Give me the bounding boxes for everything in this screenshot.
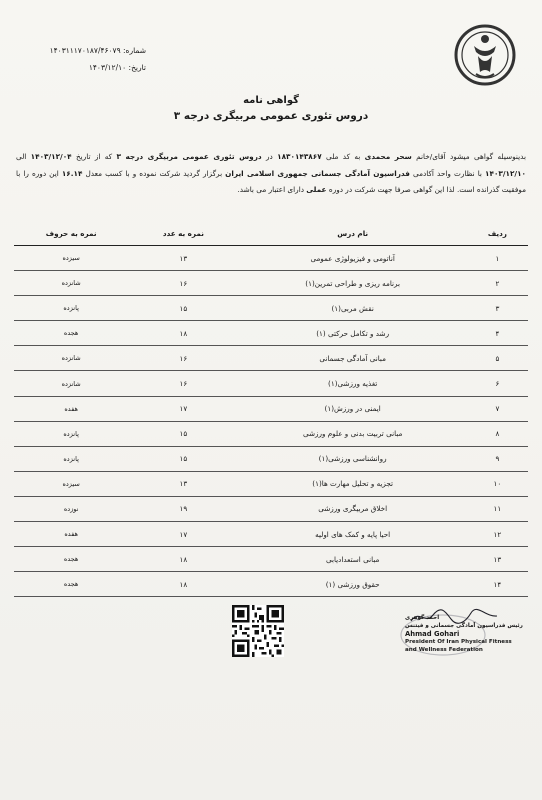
statement-text: با نظارت واحد آکادمی bbox=[409, 168, 486, 178]
reference-block bbox=[36, 42, 146, 76]
row-number: ۶ bbox=[467, 371, 528, 396]
average-score: ۱۶.۱۴ bbox=[61, 168, 83, 178]
grades-table bbox=[14, 222, 528, 597]
score-words-cell: پانزده bbox=[14, 446, 128, 471]
signer-title-fa: رئیس فدراسیون آمادگی جسمانی و فیتنس bbox=[405, 623, 523, 629]
course-cell: مبانی آمادگی جسمانی bbox=[239, 346, 467, 371]
course-cell: روانشناسی ورزشی(۱) bbox=[239, 446, 467, 471]
table-row bbox=[14, 321, 528, 346]
federation-logo-icon bbox=[454, 22, 516, 88]
row-number: ۸ bbox=[467, 421, 528, 446]
practical-word: عملی bbox=[306, 185, 327, 194]
score-words-cell: هجده bbox=[14, 572, 128, 597]
row-number: ۲ bbox=[467, 271, 528, 296]
score-cell: ۱۸ bbox=[128, 321, 238, 346]
signer-name-fa: احمد گوهری bbox=[405, 615, 440, 621]
course-name: دروس تئوری عمومی مربیگری درجه ۳ bbox=[116, 152, 262, 161]
federation-name: فدراسیون آمادگی جسمانی جمهوری اسلامی ایران bbox=[225, 168, 410, 178]
score-words-cell: سیزده bbox=[14, 471, 128, 496]
course-cell: حقوق ورزشی (۱) bbox=[239, 572, 467, 597]
reference-date bbox=[36, 59, 146, 76]
table-row bbox=[14, 371, 528, 396]
score-cell: ۱۷ bbox=[128, 522, 238, 547]
score-cell: ۱۸ bbox=[128, 572, 238, 597]
row-number: ۵ bbox=[467, 346, 528, 371]
course-cell: احیا پایه و کمک های اولیه bbox=[239, 522, 467, 547]
holder-name: سحر محمدی bbox=[364, 152, 412, 161]
course-cell: آناتومی و فیزیولوژی عمومی bbox=[239, 246, 467, 271]
reference-number bbox=[36, 42, 146, 59]
certificate-statement bbox=[16, 149, 526, 199]
score-words-cell: نوزده bbox=[14, 496, 128, 521]
course-cell: تجزیه و تحلیل مهارت ها(۱) bbox=[239, 471, 467, 496]
row-number: ۱۳ bbox=[467, 547, 528, 572]
table-row bbox=[14, 471, 528, 496]
course-cell: نقش مربی(۱) bbox=[239, 296, 467, 321]
score-cell: ۱۶ bbox=[128, 271, 238, 296]
certificate-title: گواهی نامه bbox=[243, 95, 299, 106]
header-course-name: نام درس bbox=[239, 222, 467, 246]
row-number: ۷ bbox=[467, 396, 528, 421]
signer-name-en: Ahmad Gohari bbox=[405, 630, 460, 638]
score-words-cell: سیزده bbox=[14, 246, 128, 271]
row-number: ۱۴ bbox=[467, 572, 528, 597]
statement-text: به کد ملی bbox=[321, 152, 365, 161]
table-row bbox=[14, 396, 528, 421]
score-words-cell: پانزده bbox=[14, 421, 128, 446]
end-date: ۱۴۰۳/۱۲/۱۰ bbox=[485, 168, 526, 178]
row-number: ۴ bbox=[467, 321, 528, 346]
course-cell: اخلاق مربیگری ورزشی bbox=[239, 496, 467, 521]
statement-text: بدینوسیله گواهی میشود آقای/خانم bbox=[411, 152, 527, 161]
date-value: ۱۴۰۳/۱۲/۱۰ bbox=[88, 63, 127, 72]
score-cell: ۱۳ bbox=[128, 471, 238, 496]
national-code: ۱۸۳۰۱۴۳۸۶۷ bbox=[277, 152, 322, 161]
score-words-cell: هفده bbox=[14, 396, 128, 421]
signature-block bbox=[405, 614, 525, 654]
certificate-subtitle: دروس تئوری عمومی مربیگری درجه ۳ bbox=[173, 110, 369, 122]
score-cell: ۱۵ bbox=[128, 446, 238, 471]
table-row bbox=[14, 421, 528, 446]
table-row bbox=[14, 296, 528, 321]
score-words-cell: شانزده bbox=[14, 271, 128, 296]
table-row bbox=[14, 572, 528, 597]
start-date: ۱۴۰۳/۱۲/۰۴ bbox=[30, 152, 72, 161]
header-row-number: ردیف bbox=[467, 222, 528, 246]
score-words-cell: هفده bbox=[14, 522, 128, 547]
table-row bbox=[14, 246, 528, 271]
statement-text: دارای اعتبار می باشد. bbox=[237, 185, 307, 194]
score-cell: ۱۹ bbox=[128, 496, 238, 521]
statement-text: الی bbox=[16, 152, 31, 161]
qr-code-icon[interactable] bbox=[232, 605, 284, 657]
row-number: ۳ bbox=[467, 296, 528, 321]
table-row bbox=[14, 496, 528, 521]
header-score-number: نمره به عدد bbox=[128, 222, 238, 246]
table-row bbox=[14, 547, 528, 572]
grades-header-row bbox=[14, 222, 528, 246]
table-row bbox=[14, 271, 528, 296]
number-label: شماره: bbox=[123, 46, 146, 55]
score-cell: ۱۵ bbox=[128, 296, 238, 321]
table-row bbox=[14, 346, 528, 371]
course-cell: مبانی تربیت بدنی و علوم ورزشی bbox=[239, 421, 467, 446]
table-row bbox=[14, 522, 528, 547]
score-cell: ۱۸ bbox=[128, 547, 238, 572]
score-words-cell: هجده bbox=[14, 547, 128, 572]
table-row bbox=[14, 446, 528, 471]
score-cell: ۱۳ bbox=[128, 246, 238, 271]
date-label: تاریخ: bbox=[128, 63, 146, 72]
statement-text: این دوره را با موفقیت گذرانده است. لذا این گواهی صرفا جهت شرکت در دوره bbox=[16, 168, 526, 194]
statement-text: در bbox=[261, 152, 278, 161]
number-value: ۱۴۰۳۱۱۱۷۰۱۸۷/۴۶۰۷۹ bbox=[49, 46, 121, 55]
statement-text: که از تاریخ bbox=[71, 152, 117, 161]
course-cell: رشد و تکامل حرکتی (۱) bbox=[239, 321, 467, 346]
score-cell: ۱۷ bbox=[128, 396, 238, 421]
statement-text: برگزار گردید شرکت نموده و با کسب معدل bbox=[82, 168, 226, 178]
header-score-words: نمره به حروف bbox=[14, 222, 128, 246]
score-cell: ۱۵ bbox=[128, 421, 238, 446]
signer-title-en-1: President Of Iran Physical Fitness bbox=[405, 639, 512, 645]
signer-title-en-2: and Wellness Federation bbox=[405, 647, 483, 653]
course-cell: مبانی استعدادیابی bbox=[239, 547, 467, 572]
course-cell: تغذیه ورزشی(۱) bbox=[239, 371, 467, 396]
row-number: ۹ bbox=[467, 446, 528, 471]
score-words-cell: پانزده bbox=[14, 296, 128, 321]
score-cell: ۱۶ bbox=[128, 346, 238, 371]
course-cell: ایمنی در ورزش(۱) bbox=[239, 396, 467, 421]
score-words-cell: شانزده bbox=[14, 371, 128, 396]
row-number: ۱۲ bbox=[467, 522, 528, 547]
row-number: ۱ bbox=[467, 246, 528, 271]
score-words-cell: شانزده bbox=[14, 346, 128, 371]
score-words-cell: هجده bbox=[14, 321, 128, 346]
score-cell: ۱۶ bbox=[128, 371, 238, 396]
course-cell: برنامه ریزی و طراحی تمرین(۱) bbox=[239, 271, 467, 296]
row-number: ۱۱ bbox=[467, 496, 528, 521]
row-number: ۱۰ bbox=[467, 471, 528, 496]
